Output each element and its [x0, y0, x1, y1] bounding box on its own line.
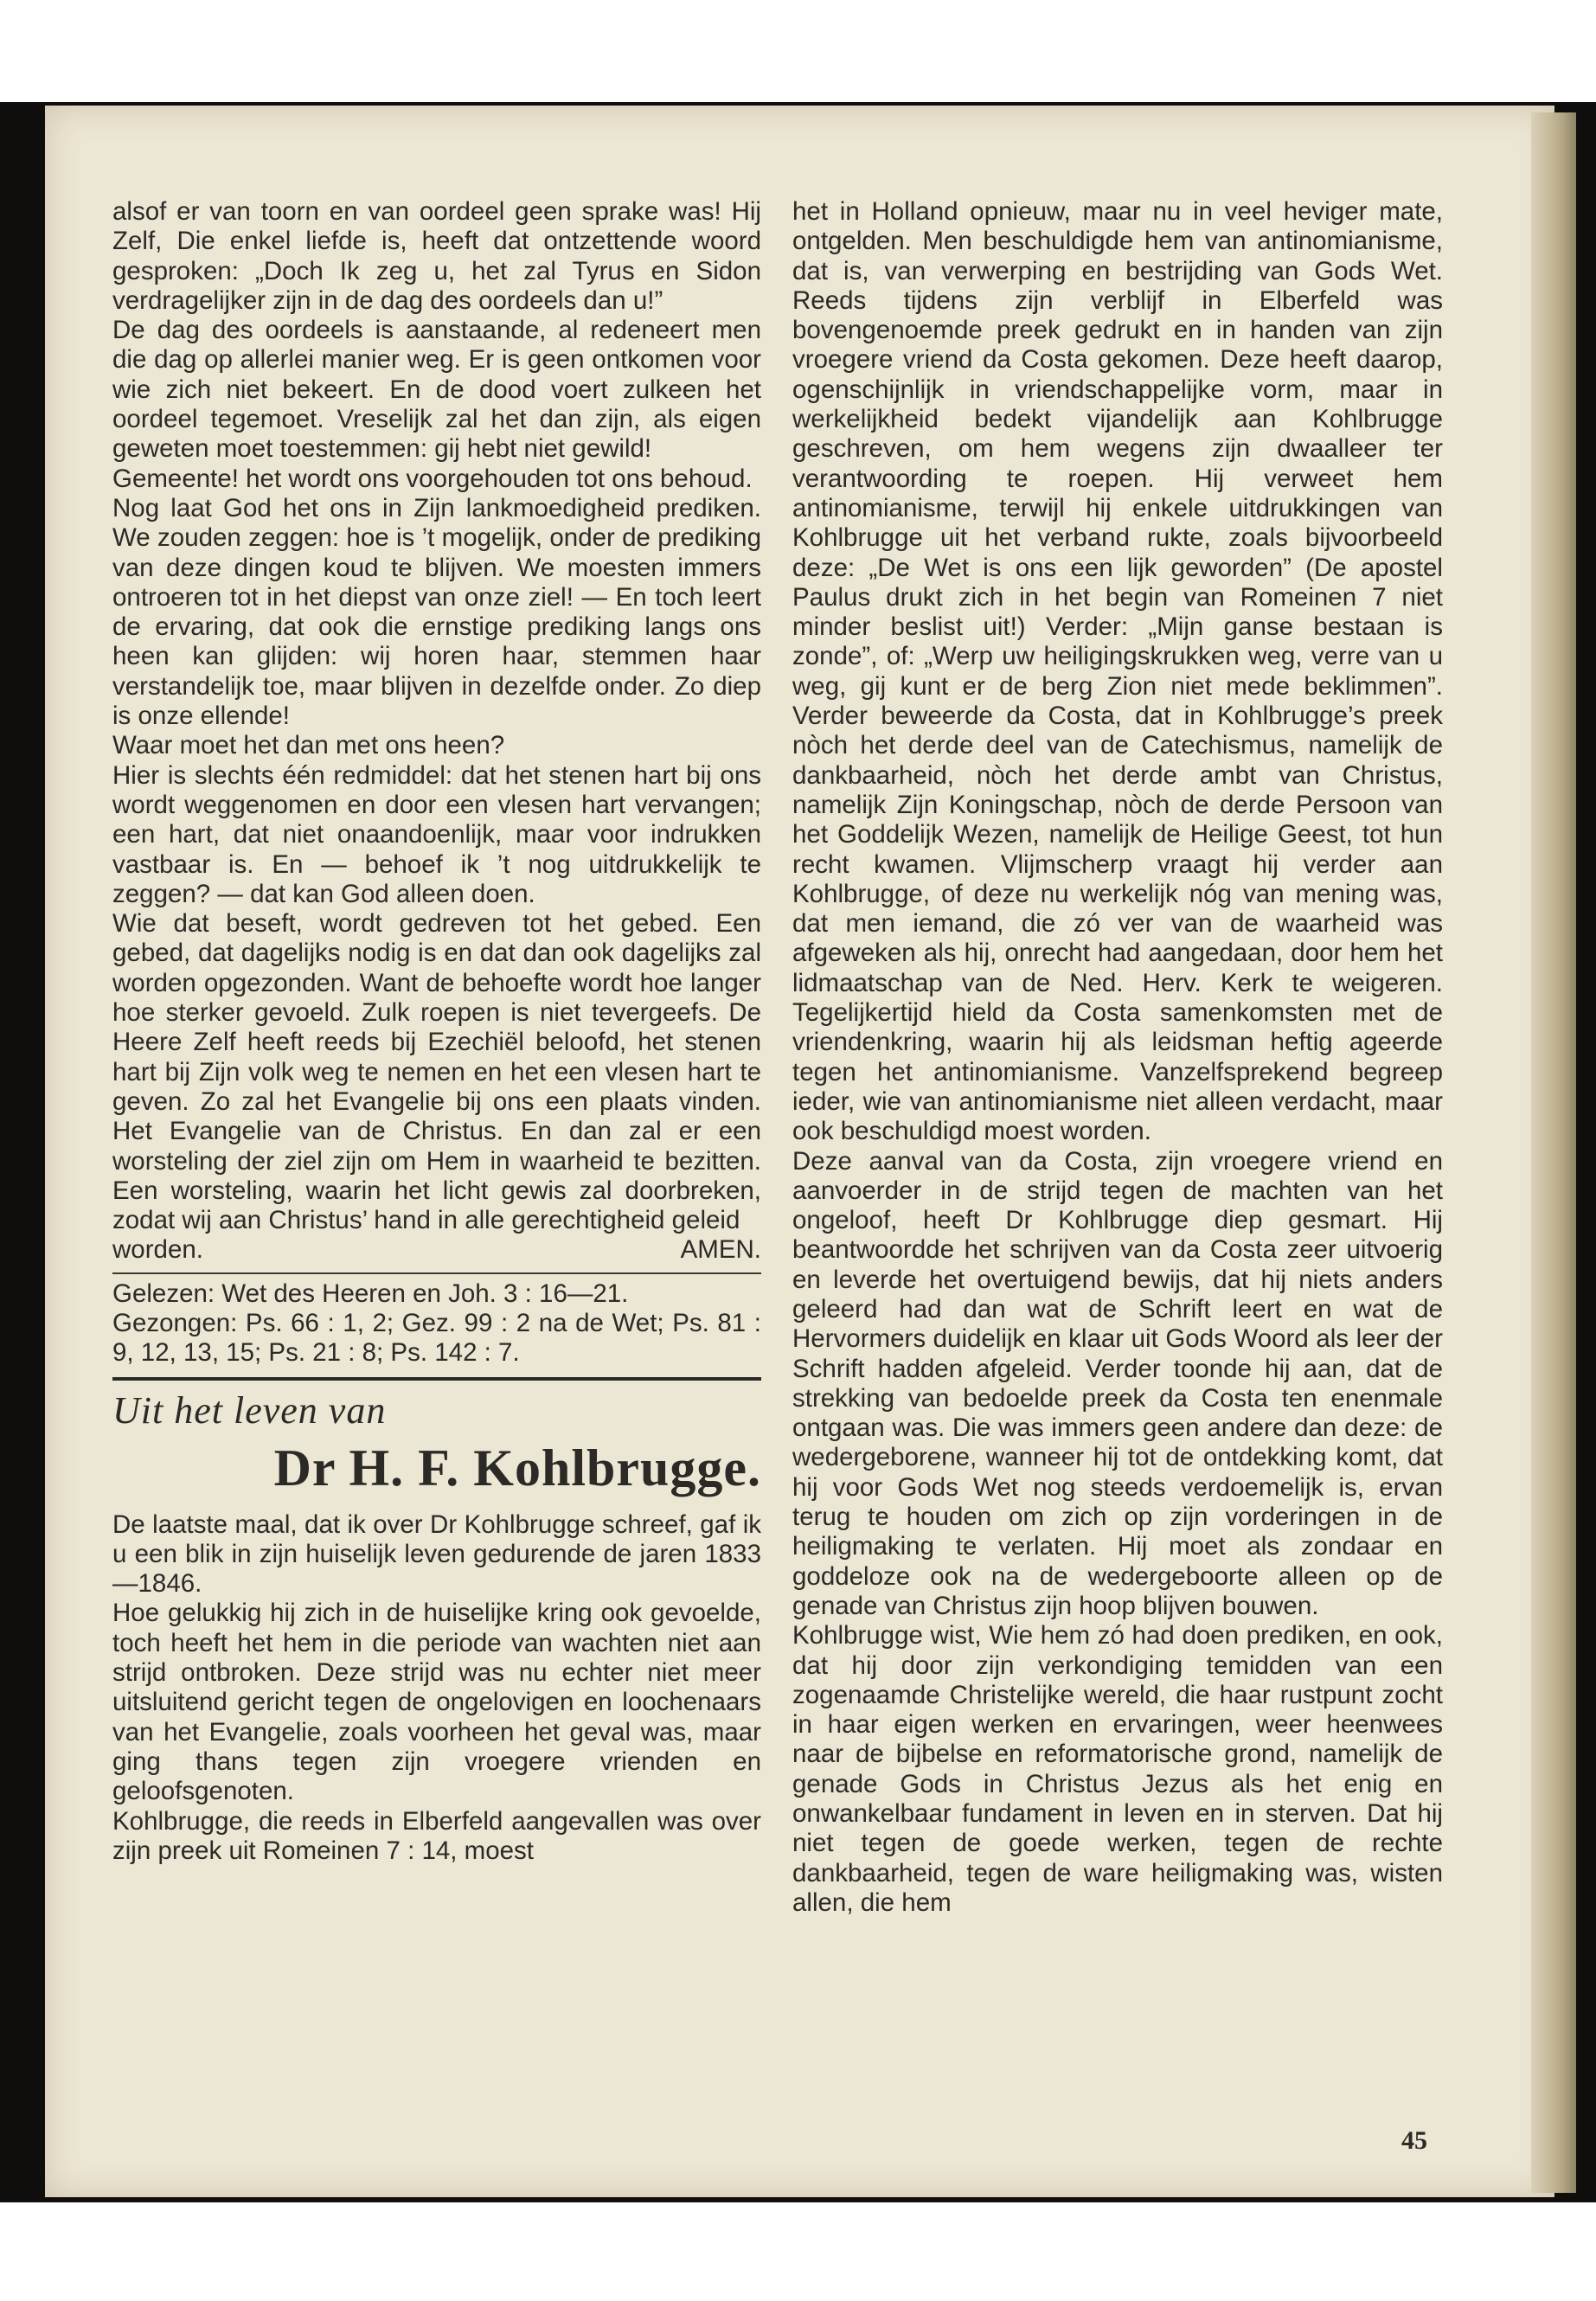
closing-line [112, 1235, 761, 1265]
sermon-paragraph: De dag des oordeels is aanstaande, al redeneert men die dag op allerlei manier weg. Er is geen ontkomen voor wie zich niet bekeert. En de dood voert zulkeen het oordeel tegemoet. Vreselijk zal het dan zijn, als eigen geweten moet toestemmen: gij hebt niet gewild! [112, 316, 761, 464]
sermon-paragraph: Wie dat beseft, wordt gedreven tot het gebed. Een gebed, dat dagelijks nodig is en dat dan ook dagelijks zal worden opgezonden. Want de behoefte wordt hoe langer hoe sterker gevoeld. Zulk roepen is niet tevergeefs. De Heere Zelf heeft reeds bij Ezechiël beloofd, het stenen hart bij Zijn volk weg te nemen en het een vlesen hart te geven. Zo zal het Evangelie bij ons een plaats vinden. Het Evangelie van de Christus. En dan zal er een worsteling der ziel zijn om Hem in waarheid te bezitten. Een worsteling, waarin het licht gewis zal doorbreken, zodat wij aan Christus’ hand in alle gerechtigheid geleid [112, 909, 761, 1235]
article-paragraph: Kohlbrugge, die reeds in Elberfeld aangevallen was over zijn preek uit Romeinen 7 : 14, moest [112, 1806, 761, 1865]
page-number: 45 [1401, 2126, 1427, 2155]
article-paragraph: Deze aanval van da Costa, zijn vroegere vriend en aanvoerder in de strijd tegen de machten van het ongeloof, heeft Dr Kohlbrugge diep gesmart. Hij beantwoordde het schrijven van da Costa zeer uitvoerig en leverde het overtuigend bewijs, dat hij niets anders geleerd had dan wat de Schrift leert en wat de Hervormers duidelijk en klaar uit Gods Woord als leer der Schrift hadden afgeleid. Verder toonde hij aan, dat de strekking van bedoelde preek da Costa ten enenmale ontgaan was. Die was immers geen andere dan deze: de wedergeborene, wanneer hij tot de ontdekking komt, dat hij voor Gods Wet nog steeds verdoemelijk is, ervan terug te houden om zich op zijn vorderingen in de heiligmaking te verlaten. Hij moet als zondaar en goddeloze ook na de wedergeboorte alleen op de genade van Christus zijn hoop blijven bouwen. [792, 1146, 1443, 1620]
sermon-paragraph: Gemeente! het wordt ons voorgehouden tot ons behoud. [112, 464, 753, 493]
sermon-paragraph: Hier is slechts één redmiddel: dat het stenen hart bij ons wordt weggenomen en door een vlesen hart vervangen; een hart, dat niet onaandoenlijk, maar voor indrukken vastbaar is. En — behoef ik ’t nog uitdrukkelijk te zeggen? — dat kan God alleen doen. [112, 760, 761, 908]
divider [112, 1272, 761, 1274]
article-paragraph: De laatste maal, dat ik over Dr Kohlbrugge schreef, gaf ik u een blik in zijn huiselijk leven gedurende de jaren 1833—1846. [112, 1509, 761, 1599]
left-column [112, 197, 761, 1866]
article-paragraph: het in Holland opnieuw, maar nu in veel heviger mate, ontgelden. Men beschuldigde hem van antinomianisme, dat is, van verwerping en bestrijding van Gods Wet. Reeds tijdens zijn verblijf in Elberfeld was bovengenoemde preek gedrukt en in handen van zijn vroegere vriend da Costa gekomen. Deze heeft daarop, ogenschijnlijk in vriendschappelijke vorm, maar in werkelijkheid bedekt vijandelijk aan Kohlbrugge geschreven, om hem wegens zijn dwaalleer ter verantwoording te roepen. Hij verweet hem antinomianisme, terwijl hij enkele uitdrukkingen van Kohlbrugge uit het verband rukte, zoals bijvoorbeeld deze: „De Wet is ons een lijk geworden” (De apostel Paulus drukt zich in het begin van Romeinen 7 niet minder beslist uit!) Verder: „Mijn ganse bestaan is zonde”, of: „Werp uw heiligingskrukken weg, verre van u weg, gij kunt er de berg Zion niet mede beklimmen”. Verder beweerde da Costa, dat in Kohlbrugge’s preek nòch het derde deel van de Catechismus, namelijk de dankbaarheid, nòch het derde ambt van Christus, namelijk Zijn Koningschap, nòch de derde Persoon van het Goddelijk Wezen, namelijk de Heilige Geest, tot hun recht kwamen. Vlijmscherp vraagt hij verder aan Kohlbrugge, of deze nu werkelijk nóg van mening was, dat men iemand, die zó ver van de waarheid was afgeweken als hij, onrecht had aangedaan, door hem het lidmaatschap van de Ned. Herv. Kerk te weigeren. Tegelijkertijd hield da Costa samenkomsten met de vriendenkring, waarin hij als leidsman heftig ageerde tegen het antinomianisme. Vanzelfsprekend begreep ieder, wie van antinomianisme niet alleen verdacht, maar ook beschuldigd moest worden. [792, 197, 1443, 1146]
article-paragraph: Kohlbrugge wist, Wie hem zó had doen prediken, en ook, dat hij door zijn verkondiging temidden van een zogenaamde Christelijke wereld, die haar rustpunt zocht in haar eigen werken en ervaringen, weer heenwees naar de bijbelse en reformatorische grond, namelijk de genade Gods in Christus Jezus als het enig en onwankelbaar fundament in leven en in sterven. Dat hij niet tegen de goede werken, tegen de rechte dankbaarheid, tegen de ware heiligmaking was, wisten allen, die hem [792, 1621, 1443, 1917]
section-kicker: Uit het leven van [112, 1388, 387, 1432]
section-divider [112, 1377, 761, 1381]
book-spine [1531, 112, 1576, 2193]
sung-note: Gezongen: Ps. 66 : 1, 2; Gez. 99 : 2 na de Wet; Ps. 81 : 9, 12, 13, 15; Ps. 21 : 8; Ps. 142 : 7. [112, 1308, 761, 1368]
article-paragraph: Hoe gelukkig hij zich in de huiselijke kring ook gevoelde, toch heeft het hem in die periode van wachten niet aan strijd ontbroken. Deze strijd was nu echter niet meer uitsluitend gericht tegen de ongelovigen en loochenaars van het Evangelie, zoals voorheen het geval was, maar ging thans tegen zijn vroegere vrienden en geloofsgenoten. [112, 1599, 761, 1806]
sermon-paragraph: Nog laat God het ons in Zijn lankmoedigheid prediken. We zouden zeggen: hoe is ’t mogelijk, onder de prediking van deze dingen koud te blijven. We moesten immers ontroeren tot in het diepst van onze ziel! — En toch leert de ervaring, dat ook die ernstige prediking langs ons heen kan glijden: wij horen haar, stemmen haar verstandelijk toe, maar blijven in dezelfde onder. Zo diep is onze ellende! [112, 493, 761, 731]
sermon-paragraph: alsof er van toorn en van oordeel geen sprake was! Hij Zelf, Die enkel liefde is, heeft dat ontzettende woord gesproken: „Doch Ik zeg u, het zal Tyrus en Sidon verdragelijker zijn in de dag des oordeels dan u!” [112, 197, 761, 315]
closing-text: worden. [112, 1235, 203, 1265]
section-title: Dr H. F. Kohlbrugge. [273, 1439, 761, 1497]
sermon-paragraph: Waar moet het dan met ons heen? [112, 731, 505, 760]
right-column [792, 197, 1443, 1918]
readings-note: Gelezen: Wet des Heeren en Joh. 3 : 16—21. [112, 1279, 629, 1308]
amen-text: AMEN. [680, 1235, 761, 1265]
